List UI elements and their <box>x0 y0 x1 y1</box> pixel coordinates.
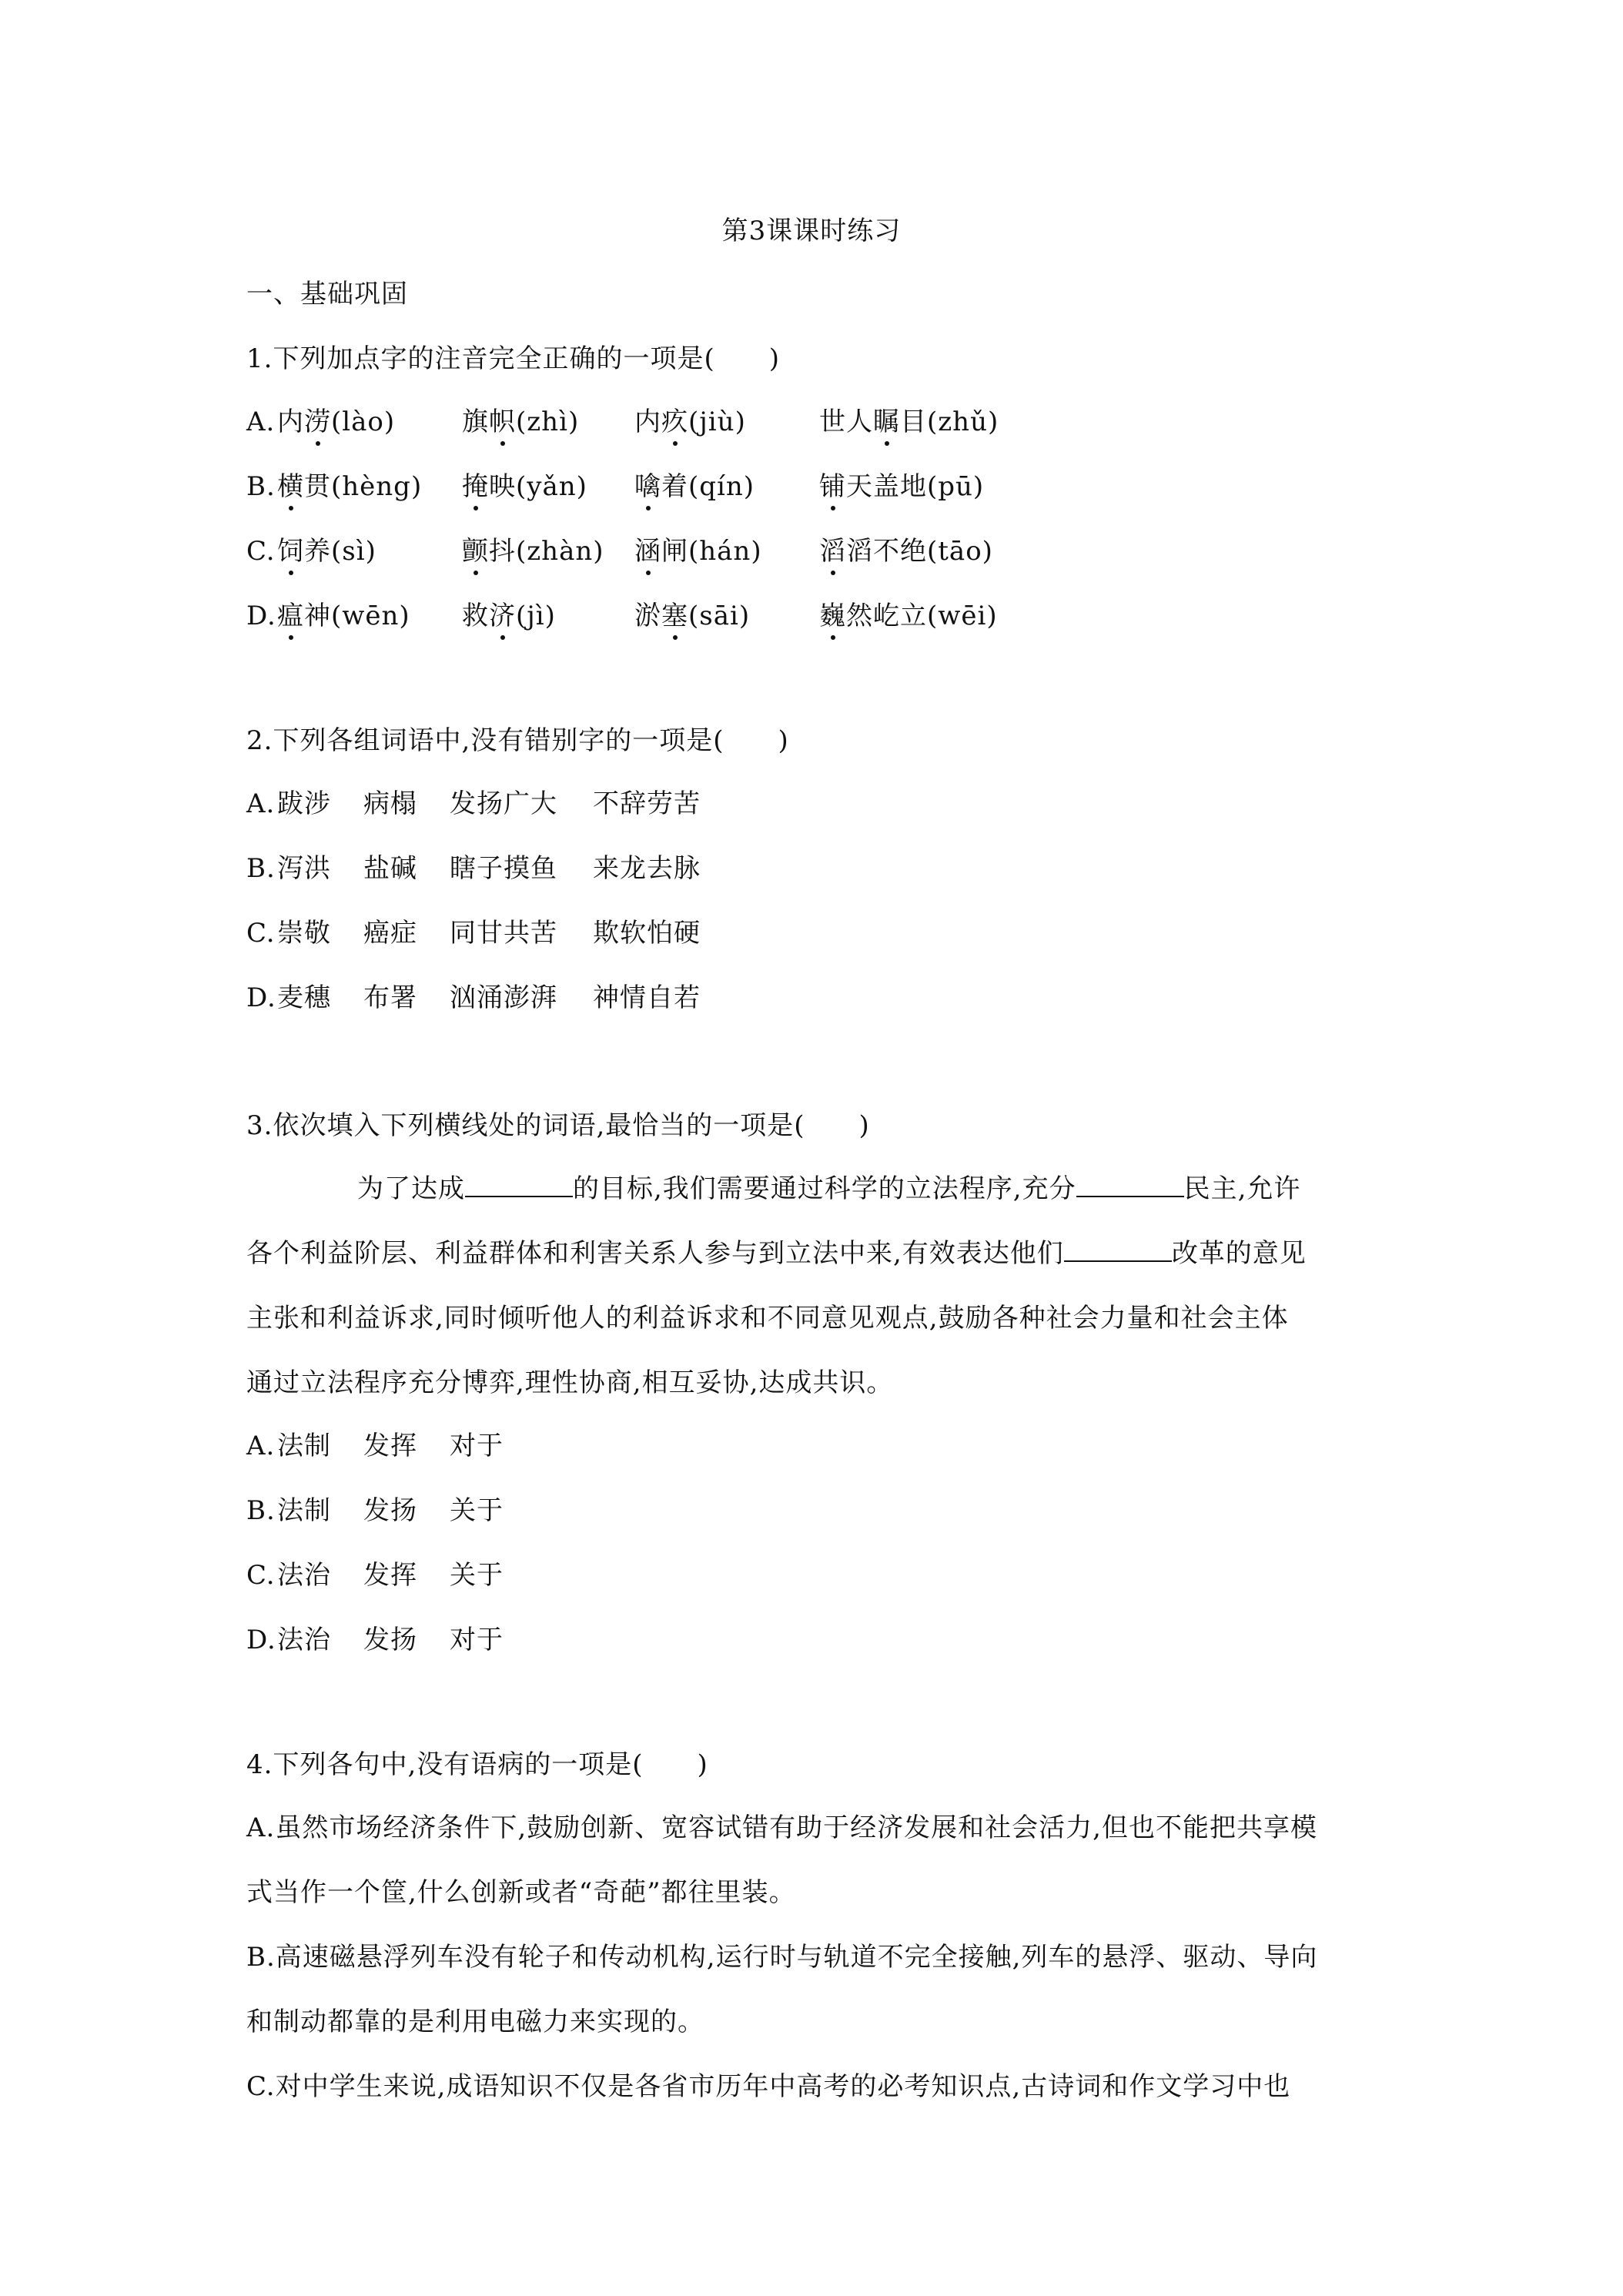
q3-option-row <box>0 1429 1623 1463</box>
option-word: 来龙去脉 <box>593 853 701 884</box>
option-word: 法治 <box>277 1625 331 1655</box>
fill-blank <box>1064 1237 1172 1262</box>
q1-option-item <box>277 599 410 633</box>
q1-option-item <box>634 470 755 504</box>
option-word: 汹涌澎湃 <box>450 982 557 1013</box>
dotted-char: 帜 <box>489 407 516 437</box>
option-word: 盐碱 <box>363 853 417 884</box>
option-word: 发扬 <box>363 1625 417 1655</box>
option-word: 发挥 <box>363 1431 417 1461</box>
q1-option-item <box>462 534 604 568</box>
option-word: 不辞劳苦 <box>593 788 701 819</box>
item-text: 内 <box>277 407 304 437</box>
item-text: 淤 <box>634 601 661 631</box>
item-text: (jì) <box>516 601 556 631</box>
option-word: 癌症 <box>363 918 417 949</box>
option-word: 神情自若 <box>593 982 701 1013</box>
item-text: 贯(hèng) <box>304 471 423 502</box>
dotted-char: 掩 <box>462 471 489 502</box>
option-word: 跋涉 <box>277 788 331 819</box>
option-word: 欺软怕硬 <box>593 918 701 949</box>
item-text: (zhì) <box>516 407 580 437</box>
item-text: 天盖地(pū) <box>846 471 985 502</box>
q4-option-line: C.对中学生来说,成语知识不仅是各省市历年中高考的必考知识点,古诗词和作文学习中也 <box>246 2071 1291 2102</box>
dotted-char: 噙 <box>634 471 661 502</box>
dotted-char: 颤 <box>462 536 489 567</box>
q1-option-item <box>819 534 993 568</box>
q1-option-row <box>0 599 1623 633</box>
option-word: 法制 <box>277 1495 331 1526</box>
q4-option-line: A.虽然市场经济条件下,鼓励创新、宽容试错有助于经济发展和社会活力,但也不能把共享模 <box>246 1812 1317 1843</box>
q3-text: 改革的意见 <box>1171 1238 1307 1269</box>
q1-option-item <box>277 405 395 439</box>
q3-text: 民主,允许 <box>1183 1173 1301 1204</box>
option-label: A. <box>246 788 276 819</box>
option-word: 发挥 <box>363 1560 417 1591</box>
q1-option-item <box>634 534 762 568</box>
q3-text: 各个利益阶层、利益群体和利害关系人参与到立法中来,有效表达他们 <box>246 1238 1064 1269</box>
option-word: 泻洪 <box>277 853 331 884</box>
q4-option-line: 式当作一个筐,什么创新或者“奇葩”都往里装。 <box>246 1877 796 1908</box>
option-label: B. <box>246 1495 276 1526</box>
dotted-char: 饲 <box>277 536 304 567</box>
item-text: 然屹立(wēi) <box>846 601 998 631</box>
q3-text: 的目标,我们需要通过科学的立法程序,充分 <box>573 1173 1076 1204</box>
option-word: 崇敬 <box>277 918 331 949</box>
q3-option-row <box>0 1494 1623 1528</box>
option-word: 同甘共苦 <box>450 918 557 949</box>
dotted-char: 涝 <box>304 407 331 437</box>
dotted-char: 济 <box>489 601 516 631</box>
item-text: 世人 <box>819 407 873 437</box>
fill-blank <box>1076 1173 1184 1197</box>
q3-option-row <box>0 1623 1623 1657</box>
dotted-char: 瘟 <box>277 601 304 631</box>
item-text: (sāi) <box>688 601 751 631</box>
item-text: 抖(zhàn) <box>489 536 604 567</box>
option-word: 病榻 <box>363 788 417 819</box>
q2-option-row <box>0 852 1623 885</box>
q1-option-item <box>819 405 999 439</box>
dotted-char: 滔 <box>819 536 846 567</box>
dotted-char: 瞩 <box>873 407 900 437</box>
fill-blank <box>465 1173 573 1197</box>
option-word: 法制 <box>277 1431 331 1461</box>
q3-passage-line-1 <box>357 1172 1300 1206</box>
option-word: 发扬广大 <box>450 788 557 819</box>
option-word: 关于 <box>450 1560 504 1591</box>
dotted-char: 横 <box>277 471 304 502</box>
page-title: 第3课课时练习 <box>721 216 902 246</box>
q1-option-row <box>0 405 1623 439</box>
item-text: 滔不绝(tāo) <box>846 536 993 567</box>
q1-option-item <box>277 470 422 504</box>
item-text: 养(sì) <box>304 536 376 567</box>
q1-option-row <box>0 534 1623 568</box>
item-text: (jiù) <box>688 407 746 437</box>
option-word: 瞎子摸鱼 <box>450 853 557 884</box>
dotted-char: 巍 <box>819 601 846 631</box>
item-text: 救 <box>462 601 489 631</box>
q3-text: 为了达成 <box>357 1173 465 1204</box>
dotted-char: 疚 <box>661 407 688 437</box>
dotted-char: 涵 <box>634 536 661 567</box>
dotted-char: 铺 <box>819 471 846 502</box>
q3-option-row <box>0 1558 1623 1592</box>
item-text: 闸(hán) <box>661 536 762 567</box>
option-label: B. <box>246 853 276 884</box>
option-word: 对于 <box>450 1625 504 1655</box>
q1-option-item <box>634 599 750 633</box>
q4-option-line: 和制动都靠的是利用电磁力来实现的。 <box>246 2006 704 2037</box>
q1-option-item <box>819 599 998 633</box>
option-label: A. <box>246 407 276 437</box>
q3-passage-line-3: 主张和利益诉求,同时倾听他人的利益诉求和不同意见观点,鼓励各种社会力量和社会主体 <box>246 1303 1289 1334</box>
q2-option-row <box>0 787 1623 821</box>
q1-option-item <box>634 405 746 439</box>
option-label: D. <box>246 982 276 1013</box>
option-word: 布署 <box>363 982 417 1013</box>
q2-stem: 2.下列各组词语中,没有错别字的一项是( ) <box>246 725 789 756</box>
q2-option-row <box>0 981 1623 1015</box>
option-label: D. <box>246 601 276 631</box>
q2-option-row <box>0 916 1623 950</box>
q1-option-item <box>462 470 587 504</box>
dotted-char: 塞 <box>661 601 688 631</box>
q4-stem: 4.下列各句中,没有语病的一项是( ) <box>246 1749 708 1780</box>
option-word: 对于 <box>450 1431 504 1461</box>
option-label: A. <box>246 1431 276 1461</box>
item-text: 内 <box>634 407 661 437</box>
q3-passage-line-4: 通过立法程序充分博弈,理性协商,相互妥协,达成共识。 <box>246 1367 894 1398</box>
option-word: 发扬 <box>363 1495 417 1526</box>
option-word: 法治 <box>277 1560 331 1591</box>
option-label: B. <box>246 471 276 502</box>
q1-option-item <box>819 470 984 504</box>
item-text: 旗 <box>462 407 489 437</box>
q1-option-item <box>462 599 556 633</box>
q1-option-item <box>462 405 579 439</box>
option-label: C. <box>246 918 276 949</box>
option-word: 麦穗 <box>277 982 331 1013</box>
item-text: 着(qín) <box>661 471 755 502</box>
option-word: 关于 <box>450 1495 504 1526</box>
item-text: 目(zhǔ) <box>900 407 999 437</box>
q1-option-item <box>277 534 376 568</box>
item-text: 神(wēn) <box>304 601 410 631</box>
option-label: D. <box>246 1625 276 1655</box>
item-text: 映(yǎn) <box>489 471 587 502</box>
section-heading: 一、基础巩固 <box>246 279 408 310</box>
option-label: C. <box>246 1560 276 1591</box>
q3-stem: 3.依次填入下列横线处的词语,最恰当的一项是( ) <box>246 1110 870 1141</box>
option-label: C. <box>246 536 276 567</box>
q1-stem: 1.下列加点字的注音完全正确的一项是( ) <box>246 343 780 374</box>
q1-option-row <box>0 470 1623 504</box>
q3-passage-line-2 <box>246 1237 1307 1270</box>
q4-option-line: B.高速磁悬浮列车没有轮子和传动机构,运行时与轨道不完全接触,列车的悬浮、驱动、导向 <box>246 1942 1318 1973</box>
item-text: (lào) <box>331 407 396 437</box>
